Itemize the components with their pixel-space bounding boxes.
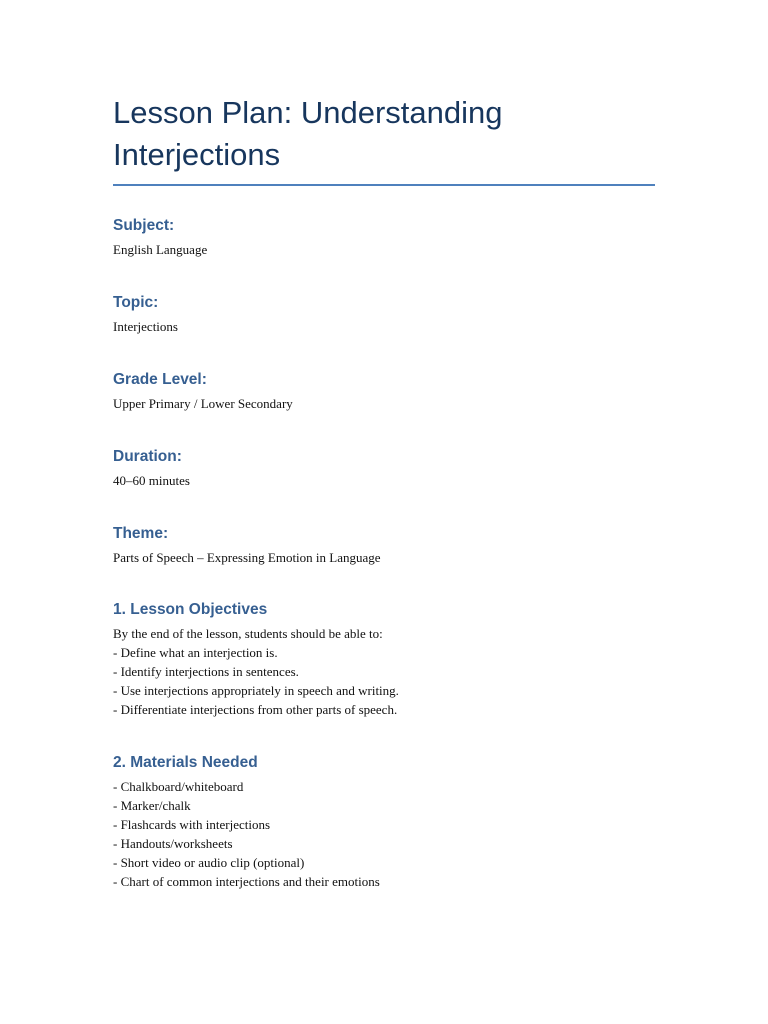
document-title: Lesson Plan: Understanding Interjections bbox=[113, 92, 655, 186]
materials-list bbox=[113, 777, 655, 891]
grade-level-value: Upper Primary / Lower Secondary bbox=[113, 396, 293, 411]
objectives-heading: 1. Lesson Objectives bbox=[113, 601, 268, 618]
objective-item: - Use interjections appropriately in speech and writing. bbox=[113, 683, 399, 698]
topic-value: Interjections bbox=[113, 319, 178, 334]
theme-section bbox=[113, 524, 655, 567]
material-item: - Marker/chalk bbox=[113, 798, 191, 813]
material-item: - Flashcards with interjections bbox=[113, 817, 271, 832]
topic-heading: Topic: bbox=[113, 294, 159, 311]
subject-section bbox=[113, 216, 655, 259]
materials-heading: 2. Materials Needed bbox=[113, 754, 258, 771]
material-item: - Short video or audio clip (optional) bbox=[113, 855, 305, 870]
subject-value: English Language bbox=[113, 242, 208, 257]
theme-value: Parts of Speech – Expressing Emotion in Language bbox=[113, 550, 381, 565]
duration-heading: Duration: bbox=[113, 448, 182, 465]
material-item: - Handouts/worksheets bbox=[113, 836, 233, 851]
material-item: - Chalkboard/whiteboard bbox=[113, 779, 244, 794]
objectives-section bbox=[113, 600, 655, 719]
materials-section bbox=[113, 753, 655, 891]
material-item: - Chart of common interjections and their emotions bbox=[113, 874, 380, 889]
document-page bbox=[113, 92, 655, 891]
objectives-list bbox=[113, 624, 655, 719]
objective-item: - Identify interjections in sentences. bbox=[113, 664, 299, 679]
objective-item: - Define what an interjection is. bbox=[113, 645, 278, 660]
grade-level-section bbox=[113, 370, 655, 413]
duration-section bbox=[113, 447, 655, 490]
objectives-intro: By the end of the lesson, students should be able to: bbox=[113, 626, 383, 641]
objective-item: - Differentiate interjections from other parts of speech. bbox=[113, 702, 398, 717]
grade-level-heading: Grade Level: bbox=[113, 371, 207, 388]
theme-heading: Theme: bbox=[113, 525, 169, 542]
duration-value: 40–60 minutes bbox=[113, 473, 190, 488]
subject-heading: Subject: bbox=[113, 217, 175, 234]
topic-section bbox=[113, 293, 655, 336]
